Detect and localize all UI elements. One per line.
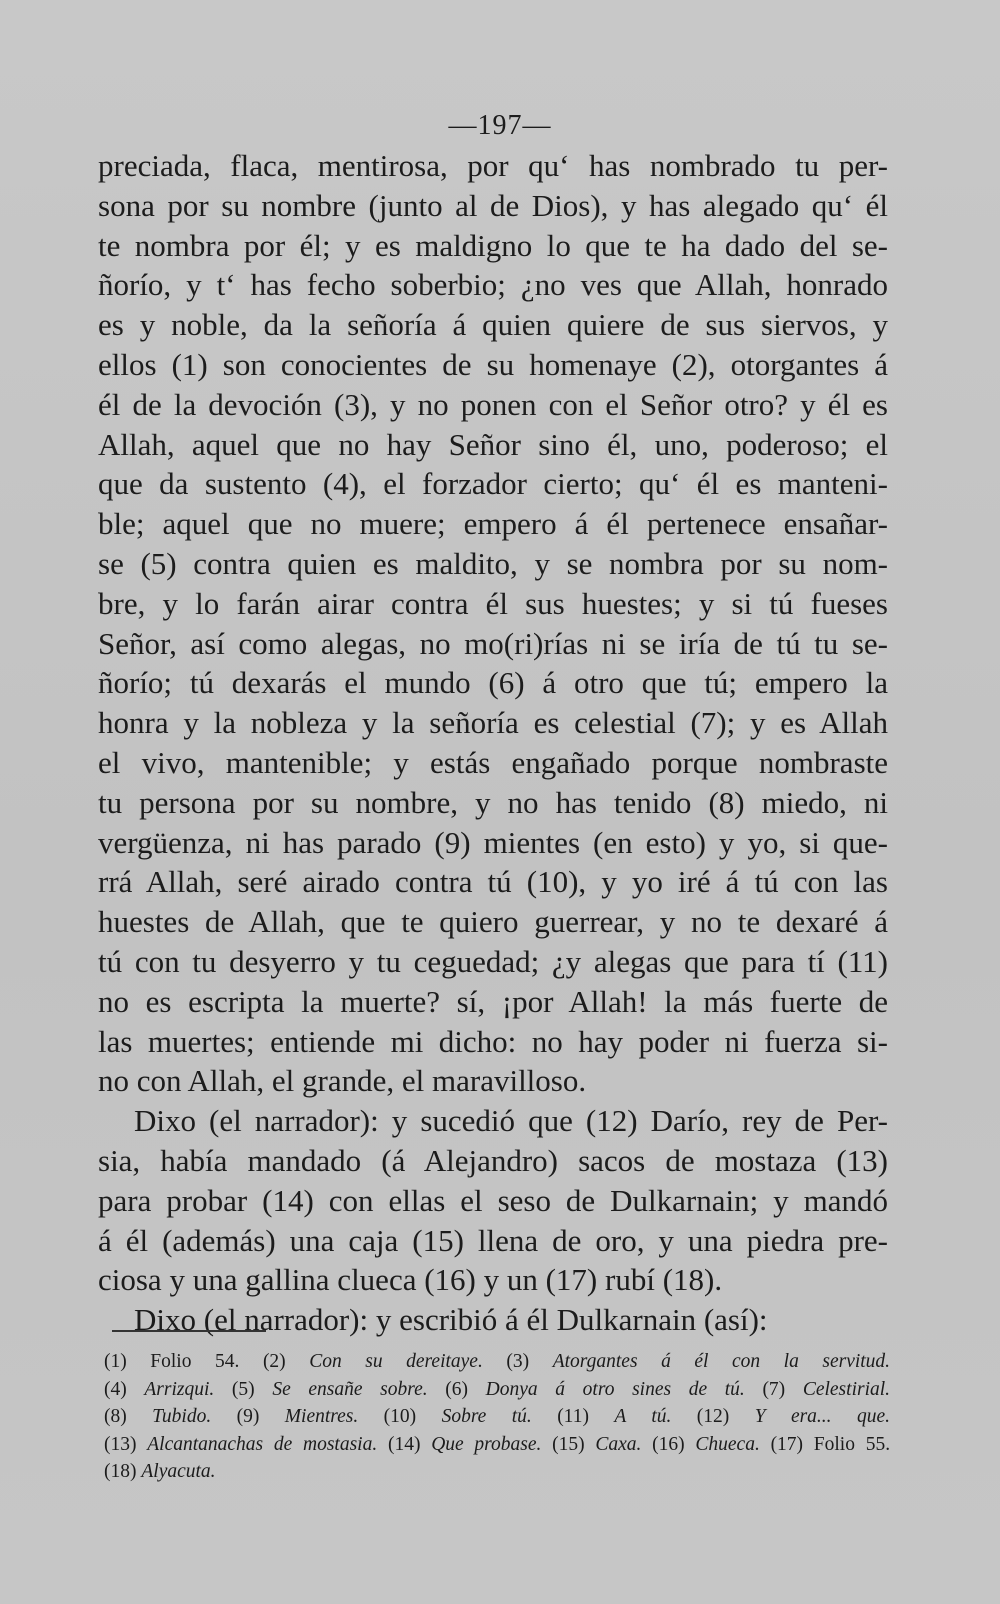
page-number: —197—: [448, 110, 552, 141]
footnote-number: (11): [557, 1406, 589, 1427]
text-line: preciada, flaca, mentirosa, por qu‘ has nombrado tu per-: [98, 148, 888, 183]
footnote-line: [104, 1403, 890, 1431]
footnote-number: (3): [506, 1351, 530, 1372]
footnote-text: Con su dereitaye.: [309, 1351, 483, 1372]
text-line: se (5) contra quien es maldito, y se nombra por su nom-: [98, 545, 888, 581]
footnote-number: (12): [696, 1406, 730, 1427]
footnote-text: Alyacuta.: [141, 1461, 216, 1482]
text-line: tu persona por su nombre, y no has tenido (8) miedo, ni: [98, 784, 888, 820]
footnote-number: (10): [383, 1406, 417, 1427]
footnote-text: Caxa.: [595, 1433, 642, 1455]
footnote-text: Se ensañe sobre.: [272, 1378, 428, 1400]
footnote-number: (9): [236, 1406, 260, 1427]
footnote-text: A tú.: [614, 1406, 672, 1427]
footnote-line: [104, 1431, 890, 1459]
footnotes: [104, 1348, 890, 1486]
text-line: el vivo, mantenible; y estás engañado porque nombraste: [98, 744, 888, 780]
footnote-number: (5): [231, 1378, 255, 1400]
footnote-text: Chueca.: [695, 1433, 760, 1455]
footnote-line: [104, 1376, 890, 1404]
footnote-number: (13): [104, 1433, 137, 1455]
text-line: ciosa y una gallina clueca (16) y un (17) rubí (18).: [98, 1262, 723, 1298]
text-line: te nombra por él; y es maldigno lo que te ha dado del se-: [98, 227, 888, 263]
text-line: para probar (14) con ellas el seso de Dulkarnain; y mandó: [98, 1182, 888, 1218]
text-line: huestes de Allah, que te quiero guerrear, y no te dexaré á: [98, 904, 888, 940]
text-line: Señor, así como alegas, no mo(ri)rías ni se iría de tú tu se-: [98, 625, 888, 661]
text-line: rrá Allah, seré airado contra tú (10), y yo iré á tú con las: [98, 864, 888, 900]
footnote-number: (7): [762, 1378, 786, 1400]
footnote-text: Donya á otro sines de tú.: [485, 1378, 745, 1400]
text-line: bre, y lo farán airar contra él sus huestes; y si tú fueses: [98, 585, 888, 621]
footnote-text: Folio 54.: [150, 1351, 240, 1372]
text-line: vergüenza, ni has parado (9) mientes (en esto) y yo, si que-: [98, 824, 888, 860]
footnote-text: Arrizqui.: [144, 1378, 215, 1400]
text-line: él de la devoción (3), y no ponen con el Señor otro? y él es: [98, 386, 888, 422]
text-line: honra y la nobleza y la señoría es celestial (7); y es Allah: [98, 705, 888, 741]
footnote-number: (1): [104, 1351, 127, 1372]
footnote-number: (4): [104, 1378, 127, 1400]
body-text: [98, 146, 888, 1340]
footnote-divider: [112, 1330, 266, 1332]
text-line: sona por su nombre (junto al de Dios), y has alegado qu‘ él: [98, 187, 888, 223]
text-line: sia, había mandado (á Alejandro) sacos de mostaza (13): [98, 1142, 888, 1178]
footnote-text: Y era... que.: [754, 1406, 890, 1427]
text-line: ñorío, y t‘ has fecho soberbio; ¿no ves que Allah, honrado: [98, 267, 888, 303]
footnote-number: (17): [770, 1433, 804, 1455]
text-line: es y noble, da la señoría á quien quiere de sus siervos, y: [98, 307, 888, 343]
footnote-number: (15): [552, 1433, 585, 1455]
text-line: Dixo (el narrador): y sucedió que (12) Darío, rey de Per-: [134, 1103, 888, 1139]
footnote-number: (6): [445, 1378, 469, 1400]
footnote-line: [104, 1458, 890, 1486]
text-line: ble; aquel que no muere; empero á él pertenece ensañar-: [98, 506, 888, 542]
text-line: ellos (1) son conocientes de su homenaye (2), otorgantes á: [98, 346, 888, 382]
text-line: no es escripta la muerte? sí, ¡por Allah! la más fuerte de: [98, 983, 888, 1019]
text-line: á él (además) una caja (15) llena de oro, y una piedra pre-: [98, 1222, 888, 1258]
text-line: Allah, aquel que no hay Señor sino él, uno, poderoso; el: [98, 426, 888, 462]
footnote-text: Sobre tú.: [441, 1406, 532, 1427]
text-line: ñorío; tú dexarás el mundo (6) á otro que tú; empero la: [98, 665, 888, 701]
footnote-text: Que probase.: [431, 1433, 542, 1455]
footnote-line: [104, 1348, 890, 1376]
footnote-text: Mientres.: [284, 1406, 359, 1427]
footnote-number: (14): [387, 1433, 421, 1455]
footnote-text: Alcantanachas de mostasia.: [147, 1433, 378, 1455]
text-line: que da sustento (4), el forzador cierto; qu‘ él es manteni-: [98, 466, 888, 502]
text-line: Dixo (el narrador): y escribió á él Dulkarnain (así):: [134, 1302, 768, 1338]
footnote-number: (16): [652, 1433, 685, 1455]
footnote-text: Tubido.: [152, 1406, 212, 1427]
footnote-number: (2): [262, 1351, 286, 1372]
footnote-text: Atorgantes á él con la servitud.: [552, 1351, 891, 1372]
text-line: tú con tu desyerro y tu ceguedad; ¿y alegas que para tí (11): [98, 943, 888, 979]
text-line: no con Allah, el grande, el maravilloso.: [98, 1063, 587, 1099]
footnote-text: Folio 55.: [813, 1433, 891, 1455]
footnote-number: (18): [104, 1461, 137, 1482]
text-line: las muertes; entiende mi dicho: no hay poder ni fuerza si-: [98, 1023, 888, 1059]
footnote-text: Celestirial.: [802, 1378, 891, 1400]
footnote-number: (8): [104, 1406, 127, 1427]
